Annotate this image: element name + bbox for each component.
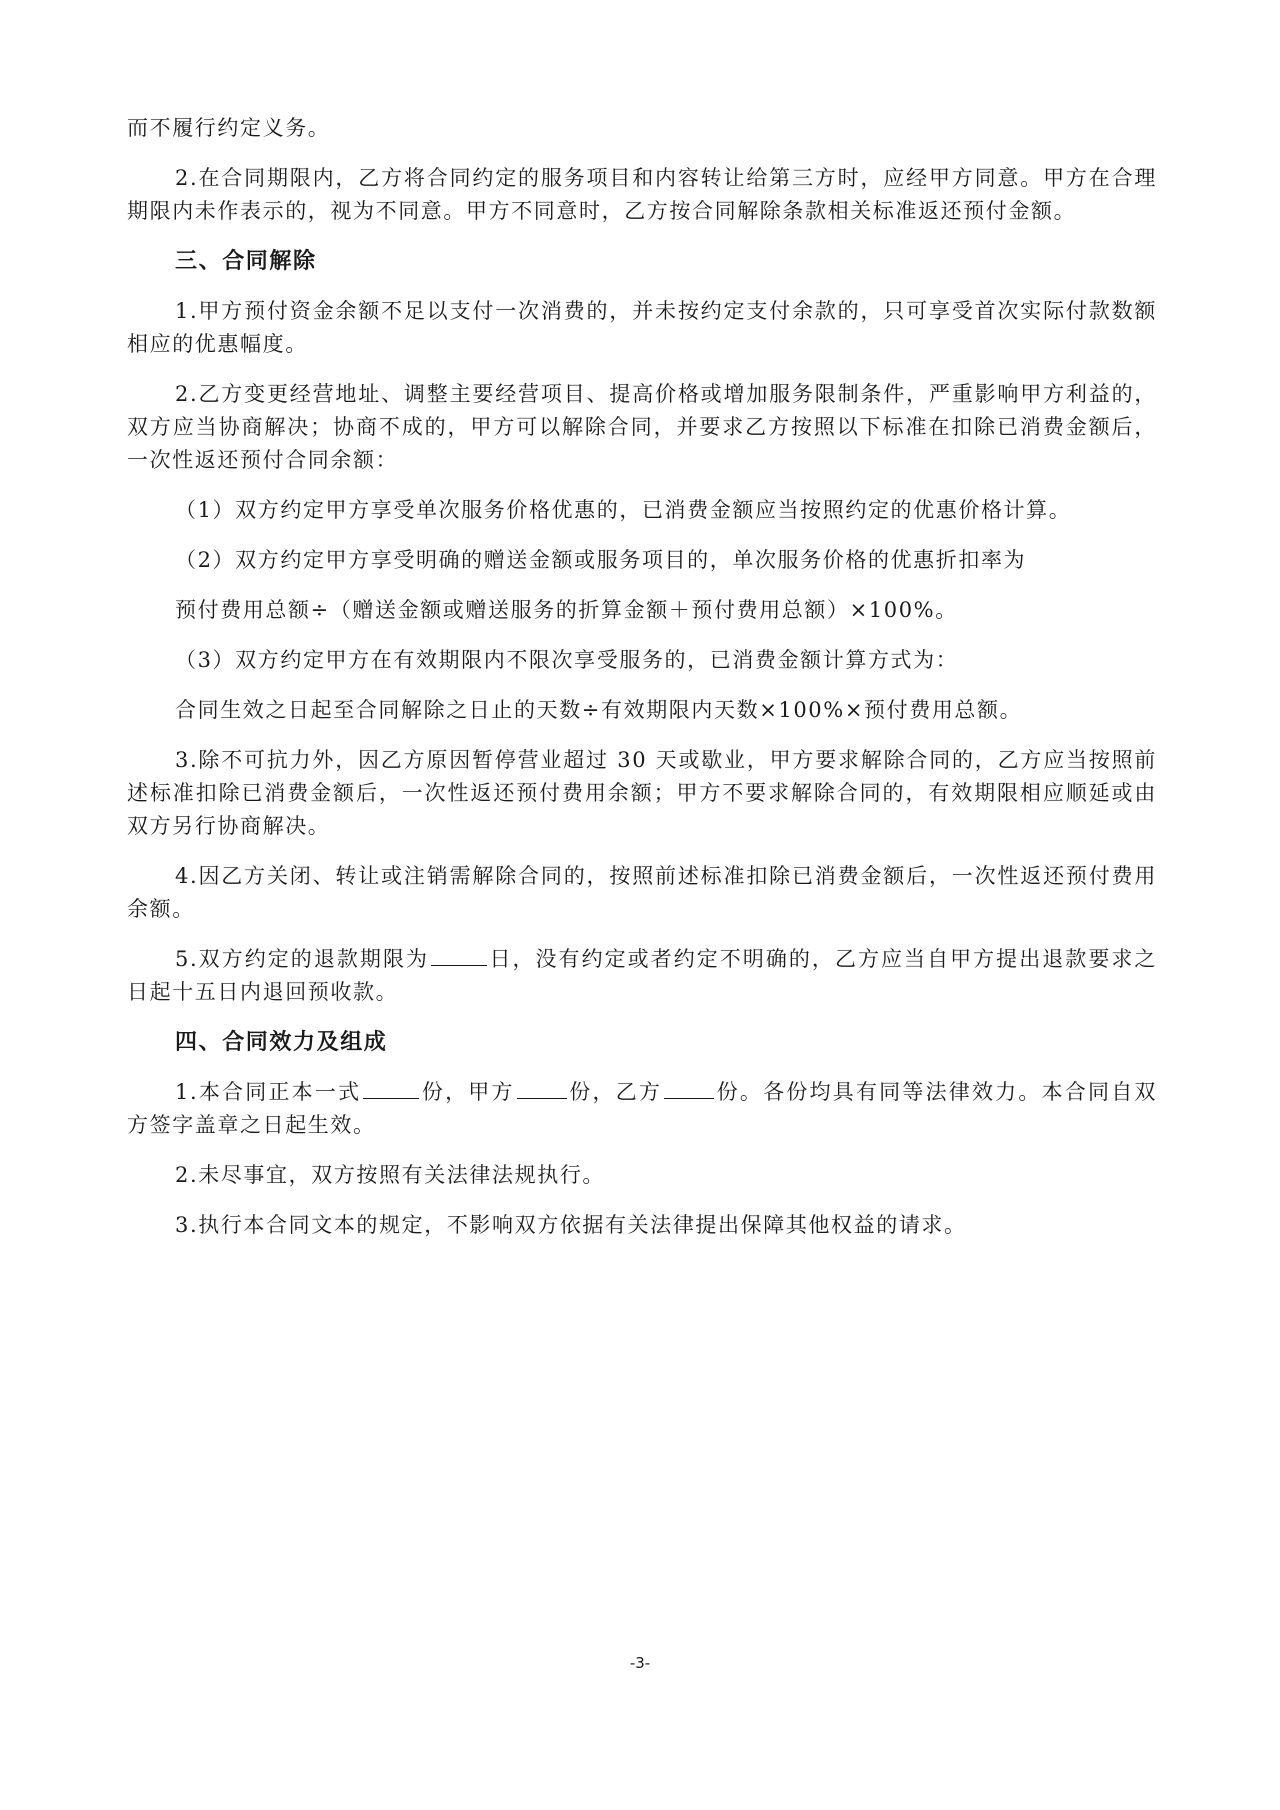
clause-3-1: 1.甲方预付资金余额不足以支付一次消费的，并未按约定支付余款的，只可享受首次实际付款数额相应的优惠幅度。 xyxy=(127,299,1157,356)
document-body xyxy=(127,112,1157,1259)
clause-4-1-text-a: 1.本合同正本一式 xyxy=(175,1080,362,1104)
copies-party-b-blank[interactable] xyxy=(664,1076,714,1099)
clause-3-2-item-2: （2）双方约定甲方享受明确的赠送金额或服务项目的，单次服务价格的优惠折扣率为 xyxy=(175,548,1027,572)
clause-3-2-item-1: （1）双方约定甲方享受单次服务价格优惠的，已消费金额应当按照约定的优惠价格计算。 xyxy=(175,498,1072,522)
clause-3-2: 2.乙方变更经营地址、调整主要经营项目、提高价格或增加服务限制条件，严重影响甲方利益的，双方应当协商解决；协商不成的，甲方可以解除合同，并要求乙方按照以下标准在扣除已消费金额后，一次性返还预付合同余额： xyxy=(127,382,1157,472)
clause-3-3: 3.除不可抗力外，因乙方原因暂停营业超过 30 天或歇业，甲方要求解除合同的，乙方应当按照前述标准扣除已消费金额后，一次性返还预付费用余额；甲方不要求解除合同的，有效期限相应顺延或由双方另行协商解决。 xyxy=(127,748,1157,838)
section-heading-termination: 三、合同解除 xyxy=(175,249,317,274)
clause-3-2-item-3: （3）双方约定甲方在有效期限内不限次享受服务的，已消费金额计算方式为： xyxy=(175,648,959,672)
copies-party-a-blank[interactable] xyxy=(517,1076,567,1099)
page-number: -3- xyxy=(629,1654,651,1672)
continued-paragraph: 而不履行约定义务。 xyxy=(127,116,331,140)
copies-total-blank[interactable] xyxy=(363,1076,419,1099)
refund-days-blank[interactable] xyxy=(431,943,487,966)
clause-4-1-text-d: 份。各份均具有同等法律效力。本合同自双方签字盖章之日起生效。 xyxy=(127,1080,1157,1137)
clause-4-1 xyxy=(127,1076,1157,1142)
clause-4-1-text-b: 份，甲方 xyxy=(421,1080,515,1104)
clause-4-2: 2.未尽事宜，双方按照有关法律法规执行。 xyxy=(175,1163,606,1187)
clause-3-5-text-b: 日，没有约定或者约定不明确的，乙方应当自甲方提出退款要求之日起十五日内退回预收款。 xyxy=(127,947,1157,1004)
discount-rate-formula: 预付费用总额÷（赠送金额或赠送服务的折算金额＋预付费用总额）×100%。 xyxy=(175,598,958,622)
consumed-amount-formula: 合同生效之日起至合同解除之日止的天数÷有效期限内天数×100%×预付费用总额。 xyxy=(175,698,1023,722)
clause-3-5-text-a: 5.双方约定的退款期限为 xyxy=(175,947,430,971)
section-heading-validity: 四、合同效力及组成 xyxy=(175,1030,388,1055)
clause-2-2: 2.在合同期限内，乙方将合同约定的服务项目和内容转让给第三方时，应经甲方同意。甲方在合理期限内未作表示的，视为不同意。甲方不同意时，乙方按合同解除条款相关标准返还预付金额。 xyxy=(127,166,1157,223)
clause-4-3: 3.执行本合同文本的规定，不影响双方依据有关法律提出保障其他权益的请求。 xyxy=(175,1213,967,1237)
clause-3-4: 4.因乙方关闭、转让或注销需解除合同的，按照前述标准扣除已消费金额后，一次性返还预付费用余额。 xyxy=(127,864,1157,921)
clause-4-1-text-c: 份，乙方 xyxy=(568,1080,663,1104)
clause-3-5 xyxy=(127,943,1157,1009)
